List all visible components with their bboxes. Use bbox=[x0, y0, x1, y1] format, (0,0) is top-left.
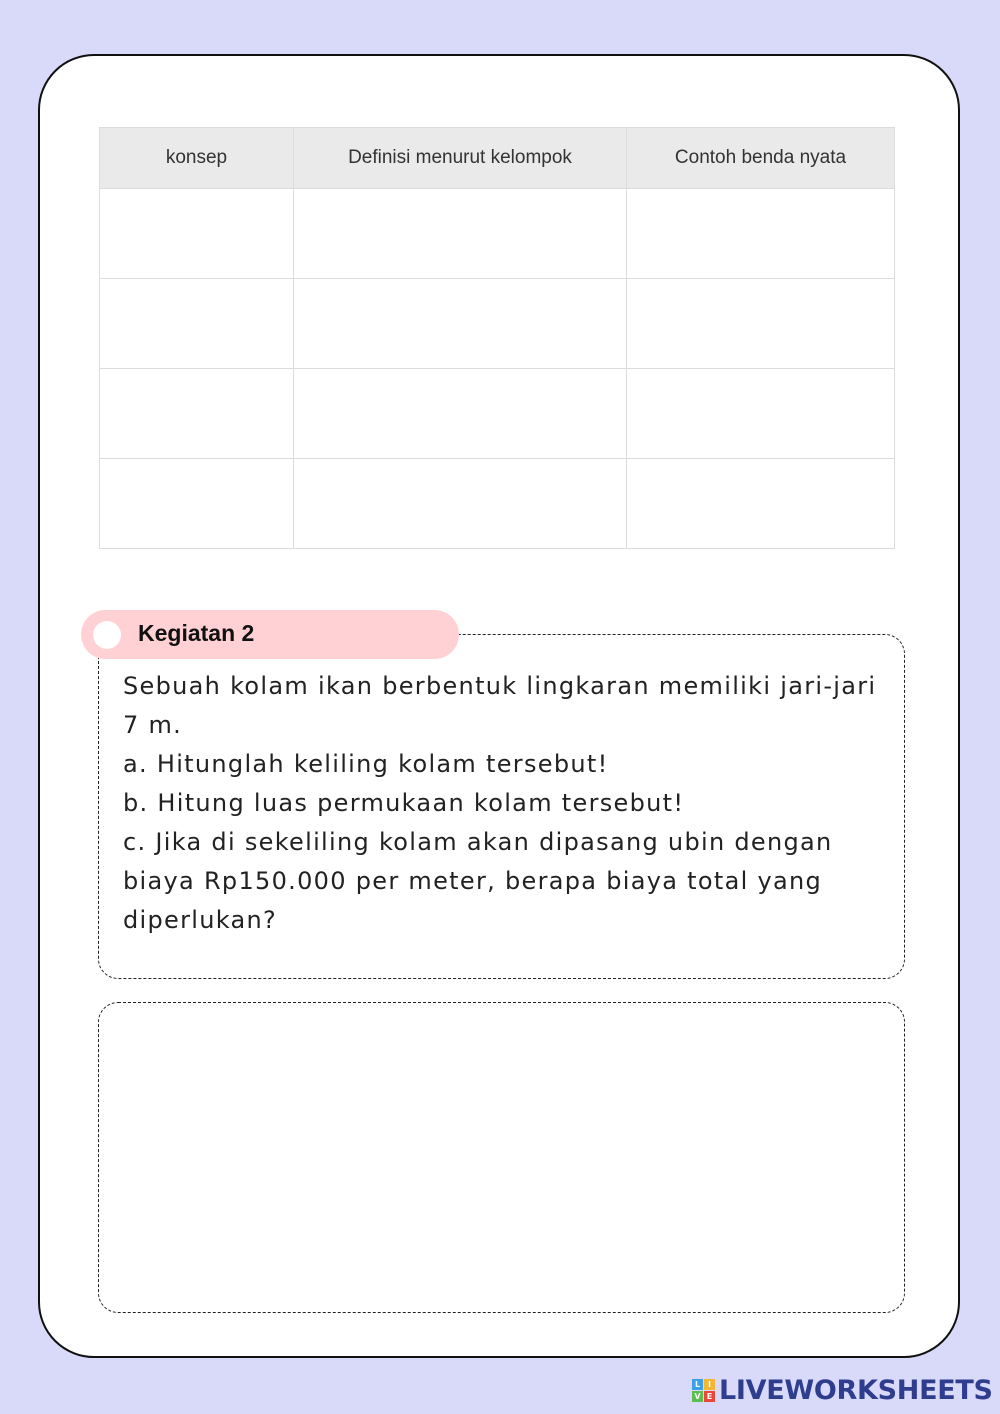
question-text bbox=[123, 667, 883, 940]
table-header-row bbox=[100, 128, 895, 189]
table-row bbox=[100, 459, 895, 549]
question-c: c. Jika di sekeliling kolam akan dipasang ubin dengan biaya Rp150.000 per meter, berapa biaya total yang diperlukan? bbox=[123, 828, 833, 934]
table-cell[interactable] bbox=[627, 369, 895, 459]
table-cell[interactable] bbox=[100, 279, 294, 369]
table-cell[interactable] bbox=[627, 189, 895, 279]
table-cell[interactable] bbox=[627, 279, 895, 369]
question-b: b. Hitung luas permukaan kolam tersebut! bbox=[123, 789, 685, 817]
table-cell[interactable] bbox=[100, 369, 294, 459]
table-row bbox=[100, 189, 895, 279]
brand-name: LIVEWORKSHEETS bbox=[719, 1374, 993, 1406]
question-intro: Sebuah kolam ikan berbentuk lingkaran memiliki jari-jari 7 m. bbox=[123, 672, 877, 739]
bullet-dot-icon bbox=[93, 621, 121, 649]
table-row bbox=[100, 279, 895, 369]
header-konsep: konsep bbox=[100, 128, 294, 189]
table-cell[interactable] bbox=[100, 459, 294, 549]
question-a: a. Hitunglah keliling kolam tersebut! bbox=[123, 750, 609, 778]
header-contoh: Contoh benda nyata bbox=[627, 128, 895, 189]
activity-title: Kegiatan 2 bbox=[138, 620, 255, 646]
concept-table bbox=[99, 127, 895, 549]
header-definisi: Definisi menurut kelompok bbox=[294, 128, 627, 189]
liveworksheets-brand bbox=[692, 1373, 993, 1407]
answer-box[interactable] bbox=[98, 1002, 905, 1313]
table-cell[interactable] bbox=[294, 369, 627, 459]
table-cell[interactable] bbox=[294, 279, 627, 369]
table-cell[interactable] bbox=[294, 459, 627, 549]
activity-label bbox=[81, 610, 459, 659]
table-cell[interactable] bbox=[294, 189, 627, 279]
liveworksheets-logo-icon: L I V E bbox=[692, 1379, 715, 1402]
table-cell[interactable] bbox=[100, 189, 294, 279]
table-row bbox=[100, 369, 895, 459]
table-cell[interactable] bbox=[627, 459, 895, 549]
